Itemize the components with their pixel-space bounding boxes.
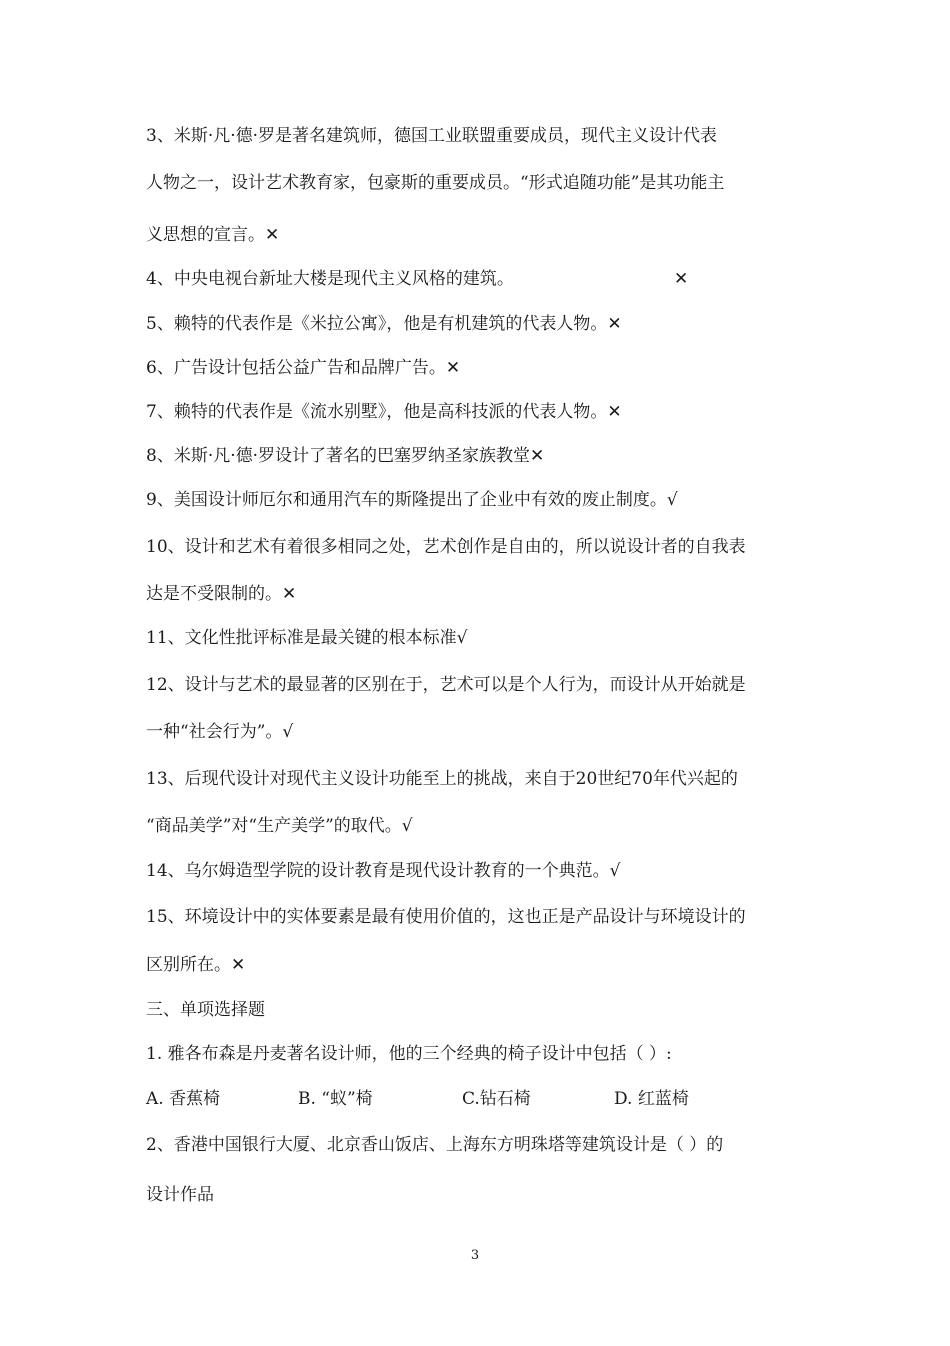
text-line: 区别所在。✕ — [146, 955, 246, 975]
text-line: 义思想的宣言。✕ — [146, 225, 280, 245]
text-line: 7、赖特的代表作是《流水别墅》，他是高科技派的代表人物。✕ — [146, 402, 622, 422]
text-line: 人物之一，设计艺术教育家，包豪斯的重要成员。“形式追随功能”是其功能主 — [146, 173, 725, 193]
text-line — [146, 267, 816, 291]
text-line: 11、文化性批评标准是最关键的根本标准√ — [146, 628, 468, 648]
text-line: 8、米斯·凡·德·罗设计了著名的巴塞罗纳圣家族教堂✕ — [146, 446, 545, 466]
text-line: 5、赖特的代表作是《米拉公寓》，他是有机建筑的代表人物。✕ — [146, 314, 622, 334]
text-line: 10、设计和艺术有着很多相同之处，艺术创作是自由的，所以说设计者的自我表 — [146, 537, 746, 557]
option-d: D. 红蓝椅 — [614, 1089, 689, 1109]
text-line: 设计作品 — [146, 1185, 214, 1205]
question-line: 1. 雅各布森是丹麦著名设计师，他的三个经典的椅子设计中包括（ ）: — [146, 1044, 672, 1064]
text-line: 6、广告设计包括公益广告和品牌广告。✕ — [146, 358, 461, 378]
text-line: 13、后现代设计对现代主义设计功能至上的挑战，来自于20世纪70年代兴起的 — [146, 769, 738, 789]
text-line: 14、乌尔姆造型学院的设计教育是现代设计教育的一个典范。√ — [146, 861, 621, 881]
statement-text: 4、中央电视台新址大楼是现代主义风格的建筑。 — [146, 269, 514, 289]
text-line: 一种“社会行为”。√ — [146, 722, 294, 742]
text-line: 15、环境设计中的实体要素是最有使用价值的，这也正是产品设计与环境设计的 — [146, 907, 746, 927]
text-line: 达是不受限制的。✕ — [146, 584, 297, 604]
text-line: 12、设计与艺术的最显著的区别在于，艺术可以是个人行为，而设计从开始就是 — [146, 675, 746, 695]
answer-mark: ✕ — [674, 269, 689, 289]
text-line: “商品美学”对“生产美学”的取代。√ — [146, 816, 413, 836]
option-c: C.钻石椅 — [462, 1089, 531, 1109]
option-a: A. 香蕉椅 — [146, 1089, 221, 1109]
question-line: 2、香港中国银行大厦、北京香山饭店、上海东方明珠塔等建筑设计是（ ）的 — [146, 1135, 724, 1155]
text-line: 3、米斯·凡·德·罗是著名建筑师，德国工业联盟重要成员，现代主义设计代表 — [146, 126, 718, 146]
text-line: 9、美国设计师厄尔和通用汽车的斯隆提出了企业中有效的废止制度。√ — [146, 490, 678, 510]
section-heading: 三、单项选择题 — [146, 1000, 265, 1020]
option-b: B. “蚁”椅 — [298, 1089, 373, 1109]
page-number: 3 — [470, 1248, 480, 1263]
